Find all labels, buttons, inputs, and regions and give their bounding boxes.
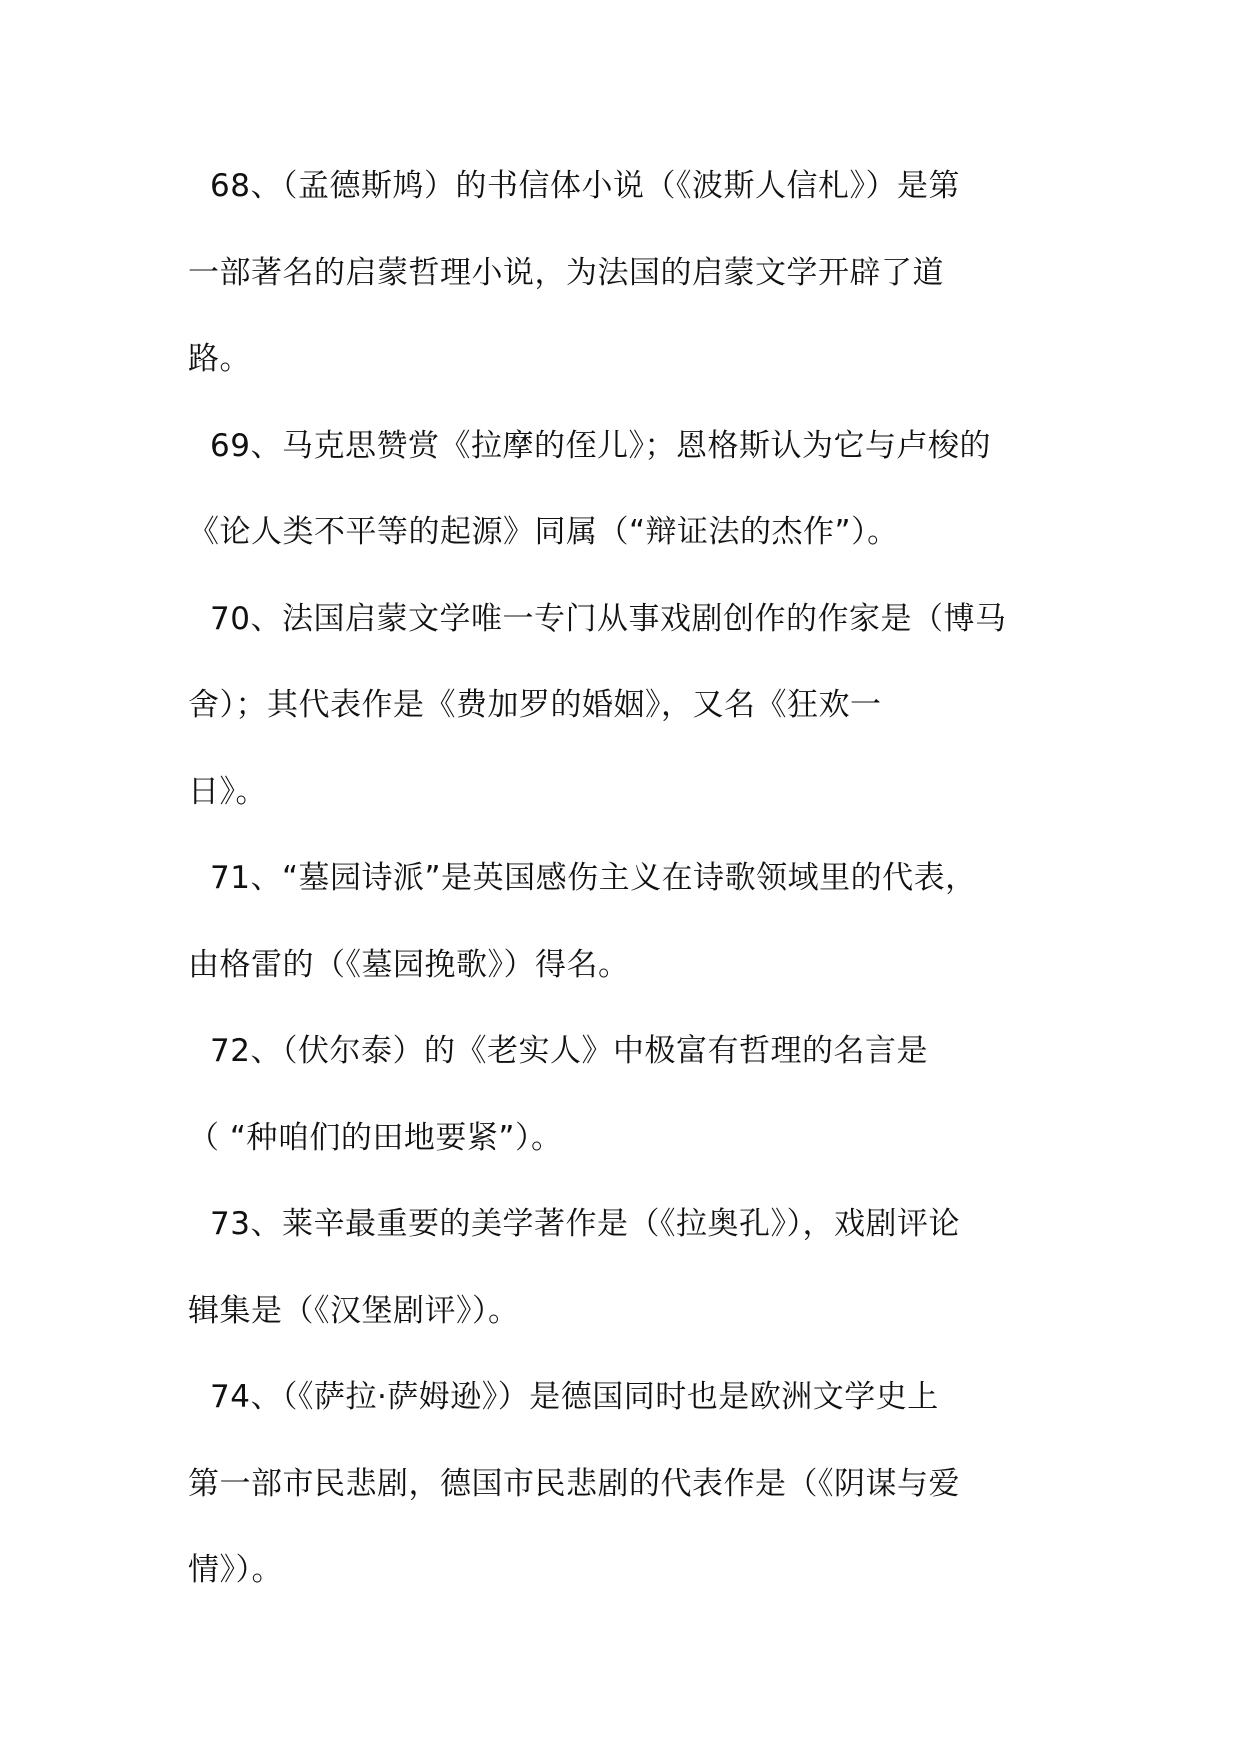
text-line-q71-b: 由格雷的（《墓园挽歌》）得名。 [188, 946, 630, 983]
text-line-q71-a: 71、“墓园诗派”是英国感伤主义在诗歌领域里的代表， [210, 860, 977, 896]
text-line-q69-b: 《论人类不平等的起源》同属（“辩证法的杰作”）。 [188, 514, 899, 550]
text-line-q70-c: 日》。 [188, 773, 267, 810]
text-line-q73-a: 73、莱辛最重要的美学著作是（《拉奥孔》），戏剧评论 [210, 1206, 960, 1242]
text-line-q69-a: 69、马克思赞赏《拉摩的侄儿》；恩格斯认为它与卢梭的 [210, 427, 991, 464]
text-line-q74-a: 74、（《萨拉·萨姆逊》）是德国同时也是欧洲文学史上 [210, 1379, 939, 1415]
text-line-q73-b: 辑集是（《汉堡剧评》）。 [188, 1292, 520, 1329]
text-line-q70-a: 70、法国启蒙文学唯一专门从事戏剧创作的作家是（博马 [210, 600, 1007, 637]
text-line-q68-c: 路。 [188, 341, 251, 377]
text-line-q72-a: 72、（伏尔泰）的《老实人》中极富有哲理的名言是 [210, 1033, 928, 1069]
text-line-q70-b: 舍）；其代表作是《费加罗的婚姻》，又名《狂欢一 [188, 687, 882, 723]
text-line-q74-b: 第一部市民悲剧，德国市民悲剧的代表作是（《阴谋与爱 [188, 1465, 960, 1502]
text-line-q74-c: 情》）。 [188, 1552, 283, 1588]
text-line-q68-a: 68、（孟德斯鸠）的书信体小说（《波斯人信札》）是第 [210, 168, 960, 204]
text-line-q72-b: （ “种咱们的田地要紧”）。 [188, 1119, 563, 1156]
text-line-q68-b: 一部著名的启蒙哲理小说，为法国的启蒙文学开辟了道 [188, 254, 944, 291]
document-body [188, 143, 1068, 1614]
